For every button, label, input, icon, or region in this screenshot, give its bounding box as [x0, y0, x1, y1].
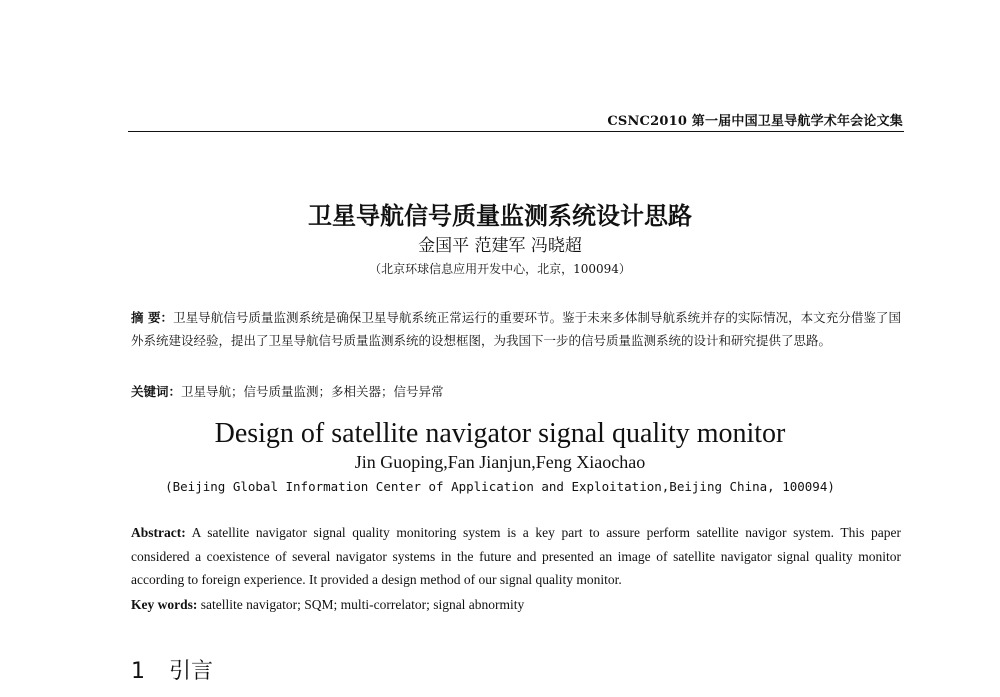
chinese-keywords-label: 关键词： [131, 384, 182, 399]
english-authors: Jin Guoping,Fan Jianjun,Feng Xiaochao [354, 452, 646, 472]
english-affiliation: (Beijing Global Information Center of Application and Exploitation,Beijing China, 100094) [165, 479, 835, 494]
chinese-keywords-text: 卫星导航；信号质量监测；多相关器；信号异常 [181, 384, 444, 399]
english-keywords-text: satellite navigator; SQM; multi-correlator; signal abnormity [200, 597, 525, 612]
journal-header: CSNC2010 第一届中国卫星导航学术年会论文集 [607, 114, 903, 129]
header-rule [128, 131, 904, 132]
english-abstract-text: A satellite navigator signal quality monitoring system is a key part to assure perform satellite navigor system. This paper considered a coexistence of several navigator systems in the future and presented an image of satellite navigator signal quality monitor according to foreign experience. It provided a design method of our signal quality monitor. [131, 525, 901, 587]
chinese-authors: 金国平 范建军 冯晓超 [418, 236, 582, 256]
section-title: 引言 [169, 659, 214, 684]
chinese-title: 卫星导航信号质量监测系统设计思路 [308, 202, 692, 230]
english-keywords [131, 593, 901, 616]
english-abstract-label: Abstract: [131, 525, 186, 540]
english-keywords-label: Key words: [131, 597, 198, 612]
chinese-abstract-text: 卫星导航信号质量监测系统是确保卫星导航系统正常运行的重要环节。鉴于未来多体制导航系统并存的实际情况，本文充分借鉴了国外系统建设经验，提出了卫星导航信号质量监测系统的设想框图，为我国下一步的信号质量监测系统的设计和研究提供了思路。 [131, 310, 901, 348]
chinese-affiliation: （北京环球信息应用开发中心，北京，100094） [369, 262, 631, 276]
chinese-abstract [131, 306, 901, 352]
chinese-abstract-label: 摘 要： [131, 310, 174, 325]
section-number: 1 [131, 659, 145, 684]
section-heading [131, 654, 213, 685]
chinese-keywords [131, 380, 901, 403]
english-abstract [131, 521, 901, 592]
english-title: Design of satellite navigator signal quality monitor [214, 418, 786, 449]
